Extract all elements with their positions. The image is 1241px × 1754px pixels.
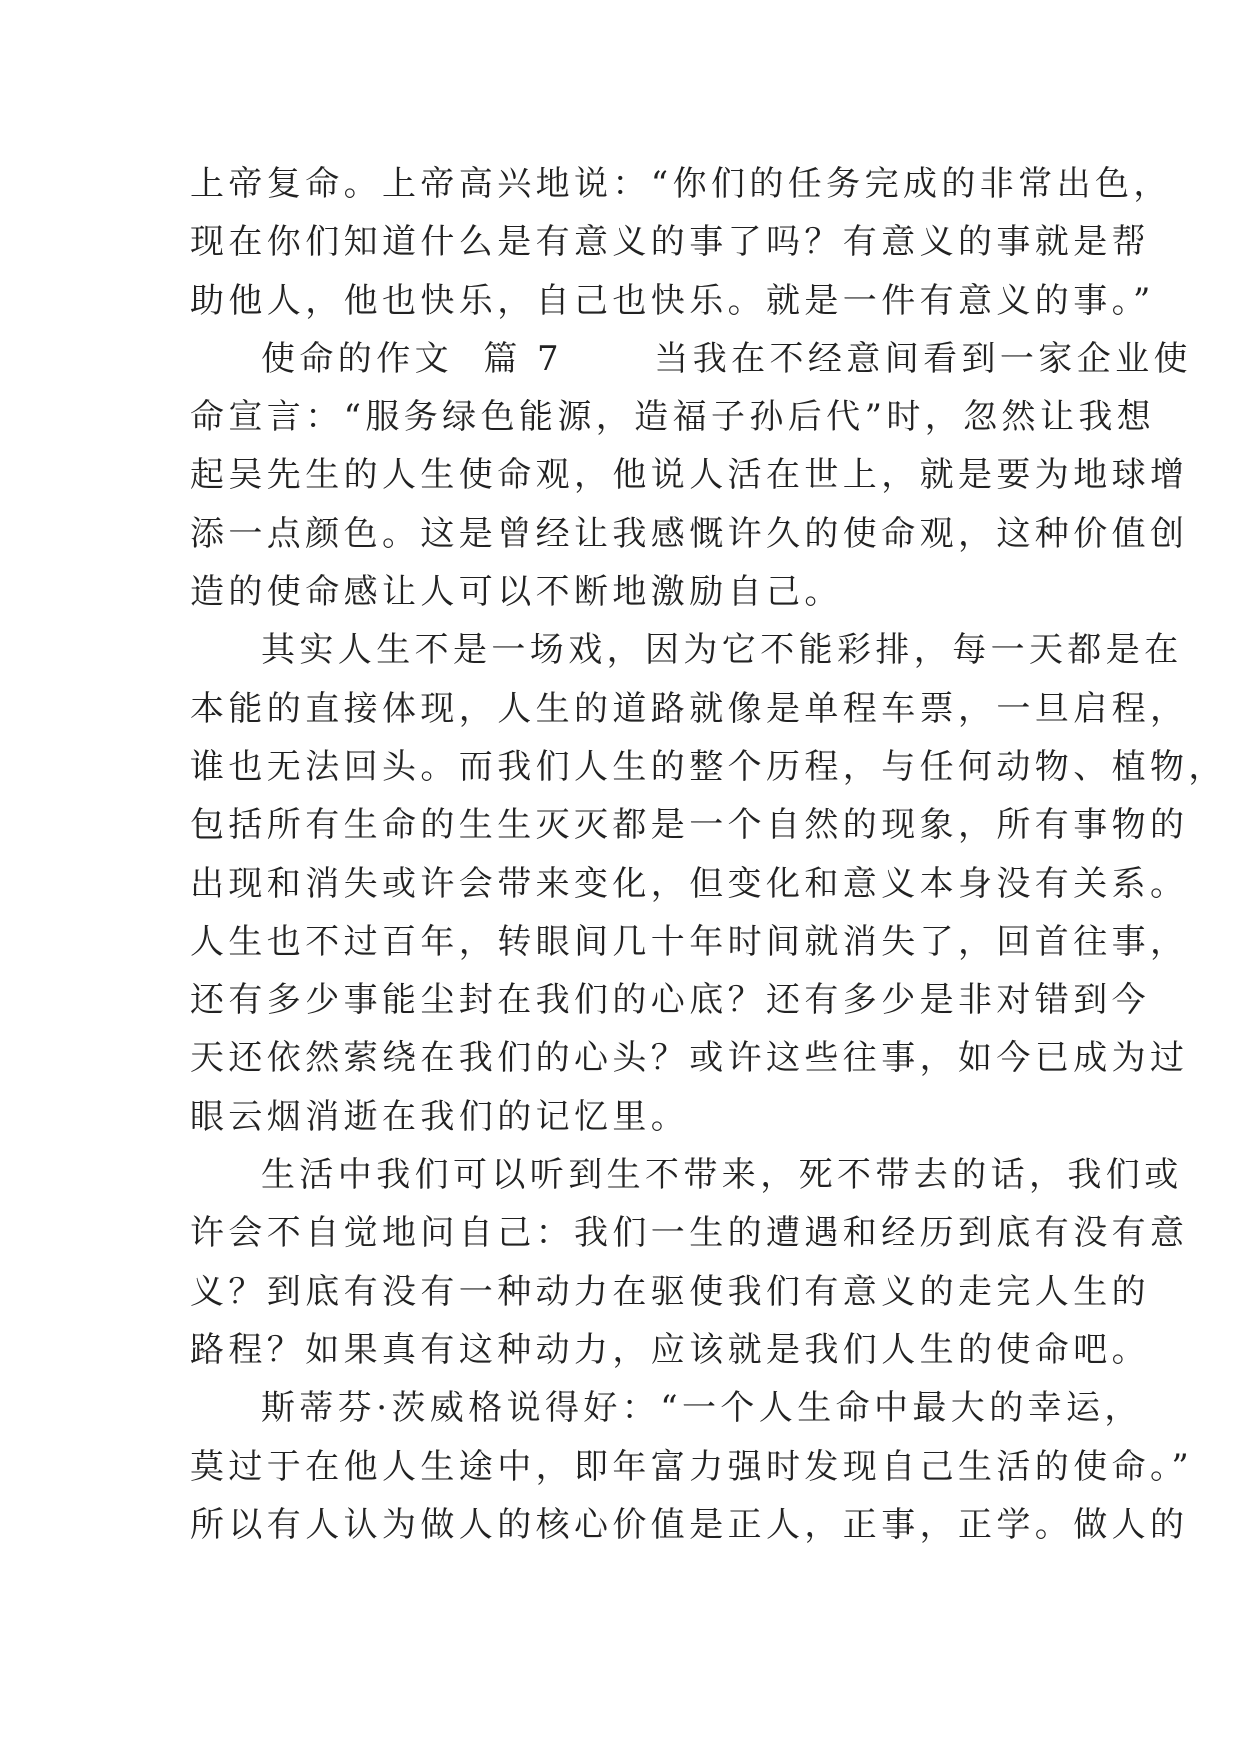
text-line: 命宣言：“服务绿色能源，造福子孙后代”时，忽然让我想	[190, 397, 1156, 438]
text-line: 起吴先生的人生使命观，他说人活在世上，就是要为地球增	[190, 455, 1189, 496]
text-line: 造的使命感让人可以不断地激励自己。	[190, 572, 843, 613]
text-line: 许会不自觉地问自己：我们一生的遭遇和经历到底有没有意	[190, 1213, 1189, 1254]
paragraph-start-line: 斯蒂芬·茨威格说得好：“一个人生命中最大的幸运，	[261, 1388, 1143, 1429]
text-line: 包括所有生命的生生灭灭都是一个自然的现象，所有事物的	[190, 805, 1189, 846]
text-line: 人生也不过百年，转眼间几十年时间就消失了，回首往事，	[190, 921, 1189, 962]
text-line: 谁也无法回头。而我们人生的整个历程，与任何动物、植物，	[190, 746, 1227, 787]
document-body	[190, 155, 1227, 1554]
text-line: 天还依然萦绕在我们的心头？或许这些往事，如今已成为过	[190, 1038, 1189, 1079]
section-heading-line: 使命的作文 篇 7 当我在不经意间看到一家企业使	[261, 338, 1192, 379]
text-line: 眼云烟消逝在我们的记忆里。	[190, 1096, 690, 1137]
text-line: 助他人，他也快乐，自己也快乐。就是一件有意义的事。”	[190, 280, 1155, 321]
paragraph-start-line: 生活中我们可以听到生不带来，死不带去的话，我们或	[261, 1155, 1183, 1196]
text-line: 路程？如果真有这种动力，应该就是我们人生的使命吧。	[190, 1329, 1150, 1370]
text-line: 莫过于在他人生途中，即年富力强时发现自己生活的使命。”	[190, 1446, 1194, 1487]
text-line: 本能的直接体现，人生的道路就像是单程车票，一旦启程，	[190, 688, 1189, 729]
paragraph-start-line: 其实人生不是一场戏，因为它不能彩排，每一天都是在	[261, 630, 1183, 671]
text-line: 还有多少事能尘封在我们的心底？还有多少是非对错到今	[190, 980, 1150, 1021]
text-line: 义？到底有没有一种动力在驱使我们有意义的走完人生的	[190, 1271, 1150, 1312]
text-line: 添一点颜色。这是曾经让我感慨许久的使命观，这种价值创	[190, 513, 1189, 554]
text-line: 现在你们知道什么是有意义的事了吗？有意义的事就是帮	[190, 222, 1150, 263]
text-line: 所以有人认为做人的核心价值是正人，正事，正学。做人的	[190, 1504, 1189, 1545]
text-line: 上帝复命。上帝高兴地说：“你们的任务完成的非常出色，	[190, 164, 1172, 204]
text-line: 出现和消失或许会带来变化，但变化和意义本身没有关系。	[190, 863, 1189, 904]
